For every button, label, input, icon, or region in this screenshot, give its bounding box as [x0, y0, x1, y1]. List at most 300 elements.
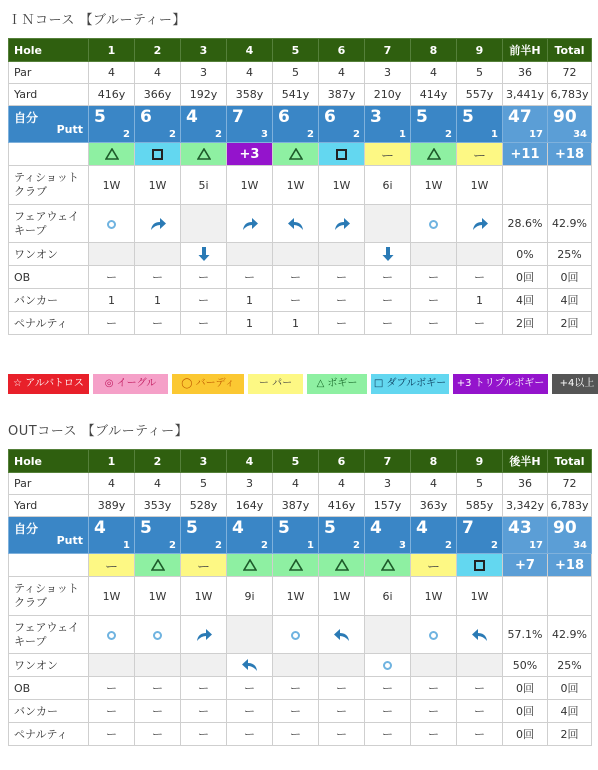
one-on-label: ワンオン: [9, 243, 89, 266]
stroke-count: 7: [462, 518, 474, 538]
score-cell: [273, 106, 319, 143]
out-course-title: OUTコース 【ブルーティー】: [8, 424, 189, 439]
ob-value: ー: [319, 677, 365, 700]
stroke-count: 6: [140, 107, 152, 127]
yard-value: 387y: [273, 495, 319, 517]
score-cell: [457, 106, 503, 143]
fairway-miss-right: [457, 205, 503, 243]
hole-number: 1: [89, 450, 135, 473]
one-on-miss-left: [227, 654, 273, 677]
penalty-value: ー: [89, 723, 135, 746]
yard-row: [9, 495, 592, 517]
putt-count: 2: [445, 540, 452, 551]
par-value: 4: [411, 62, 457, 84]
club-subtotal: [503, 166, 548, 205]
ob-value: ー: [457, 677, 503, 700]
bunker-value: ー: [411, 700, 457, 723]
result-label-cell: [9, 554, 89, 577]
one-on-na: [411, 654, 457, 677]
par-row: [9, 473, 592, 495]
bogey-result: [319, 554, 365, 577]
ob-value: ー: [411, 677, 457, 700]
yard-value: 164y: [227, 495, 273, 517]
legend-item: +3 トリプルボギー: [453, 374, 548, 394]
one-on-na: [135, 654, 181, 677]
legend-item: +4以上: [552, 374, 598, 394]
one-on-na: [227, 243, 273, 266]
stroke-count: 5: [94, 107, 106, 127]
legend-item: ☆ アルバトロス: [8, 374, 89, 394]
par-value: 5: [457, 62, 503, 84]
in-course-title: ＩＮコース 【ブルーティー】: [8, 13, 186, 28]
yard-value: 585y: [457, 495, 503, 517]
penalty-value: ー: [227, 723, 273, 746]
result-row: [9, 554, 592, 577]
bunker-value: ー: [411, 289, 457, 312]
par-value: 4: [273, 473, 319, 495]
par-subtotal: 36: [503, 62, 548, 84]
one-on-subtotal: 0%: [503, 243, 548, 266]
yard-total: 6,783y: [548, 495, 592, 517]
penalty-value: ー: [181, 723, 227, 746]
club-value: 1W: [411, 166, 457, 205]
penalty-value: ー: [135, 312, 181, 335]
penalty-subtotal: 2回: [503, 312, 548, 335]
penalty-value: ー: [457, 723, 503, 746]
putt-subtotal: 17: [529, 540, 543, 551]
double-bogey-result: [319, 143, 365, 166]
fairway-label: フェアウェイキープ: [9, 616, 89, 654]
ob-value: ー: [227, 677, 273, 700]
result-label-cell: [9, 143, 89, 166]
bunker-row: [9, 700, 592, 723]
score-cell: [365, 106, 411, 143]
hole-label: Hole: [9, 450, 89, 473]
hole-number: 9: [457, 39, 503, 62]
fairway-na: [227, 616, 273, 654]
par-value: 4: [89, 62, 135, 84]
subtotal-label: 前半H: [503, 39, 548, 62]
par-value: 5: [273, 62, 319, 84]
bunker-total: 4回: [548, 700, 592, 723]
putt-total: 34: [573, 129, 587, 140]
yard-value: 157y: [365, 495, 411, 517]
one-on-row: [9, 654, 592, 677]
stroke-count: 4: [232, 518, 244, 538]
one-on-na: [411, 243, 457, 266]
square-icon: [474, 560, 485, 571]
score-row: [9, 517, 592, 554]
penalty-label: ペナルティ: [9, 723, 89, 746]
par-value: 3: [181, 62, 227, 84]
putt-count: 1: [399, 129, 406, 140]
club-total: [548, 577, 592, 616]
bunker-value: 1: [89, 289, 135, 312]
fairway-hit: [89, 616, 135, 654]
hole-number: 4: [227, 450, 273, 473]
one-on-hit-icon: [383, 661, 392, 670]
fairway-hit: [411, 616, 457, 654]
score-cell: [411, 106, 457, 143]
penalty-row: [9, 312, 592, 335]
ob-total: 0回: [548, 266, 592, 289]
putt-count: 2: [261, 540, 268, 551]
ob-row: [9, 266, 592, 289]
bunker-subtotal: 4回: [503, 289, 548, 312]
stroke-count: 5: [186, 518, 198, 538]
club-value: 1W: [457, 577, 503, 616]
score-cell: [135, 106, 181, 143]
bunker-value: ー: [319, 700, 365, 723]
one-on-na: [135, 243, 181, 266]
hole-number: 3: [181, 39, 227, 62]
penalty-total: 2回: [548, 723, 592, 746]
par-label: Par: [9, 473, 89, 495]
score-total-cell: [548, 106, 592, 143]
bunker-value: ー: [227, 700, 273, 723]
stroke-count: 4: [416, 518, 428, 538]
penalty-value: 1: [273, 312, 319, 335]
score-cell: [135, 517, 181, 554]
stroke-count: 5: [324, 518, 336, 538]
putt-count: 2: [215, 129, 222, 140]
stroke-total: 90: [553, 518, 577, 538]
penalty-value: ー: [365, 312, 411, 335]
one-on-label: ワンオン: [9, 654, 89, 677]
putt-count: 2: [215, 540, 222, 551]
putt-count: 2: [491, 540, 498, 551]
hole-header-row: [9, 39, 592, 62]
penalty-total: 2回: [548, 312, 592, 335]
score-cell: [319, 517, 365, 554]
penalty-row: [9, 723, 592, 746]
club-value: 1W: [411, 577, 457, 616]
bunker-value: ー: [181, 289, 227, 312]
fairway-total: 42.9%: [548, 616, 592, 654]
yard-value: 414y: [411, 84, 457, 106]
par-value: 3: [365, 62, 411, 84]
putt-label: Putt: [56, 123, 83, 136]
score-cell: [319, 106, 365, 143]
hole-number: 6: [319, 39, 365, 62]
club-value: 1W: [227, 166, 273, 205]
stroke-subtotal: 43: [508, 518, 532, 538]
penalty-label: ペナルティ: [9, 312, 89, 335]
fairway-row: [9, 616, 592, 654]
stroke-count: 4: [94, 518, 106, 538]
stroke-count: 7: [232, 107, 244, 127]
bogey-result: [273, 143, 319, 166]
one-on-na: [273, 654, 319, 677]
bunker-value: ー: [273, 289, 319, 312]
club-label: ティショットクラブ: [9, 577, 89, 616]
club-value: 5i: [181, 166, 227, 205]
bogey-result: [135, 554, 181, 577]
bunker-value: 1: [227, 289, 273, 312]
triple-bogey-result: +3: [227, 143, 273, 166]
fairway-subtotal: 57.1%: [503, 616, 548, 654]
one-on-hit: [365, 654, 411, 677]
bogey-result: [411, 143, 457, 166]
fairway-hit: [135, 616, 181, 654]
result-subtotal: +7: [503, 554, 548, 577]
score-cell: [89, 517, 135, 554]
penalty-value: ー: [273, 723, 319, 746]
bunker-value: ー: [319, 289, 365, 312]
hole-number: 7: [365, 450, 411, 473]
club-total: [548, 166, 592, 205]
club-subtotal: [503, 577, 548, 616]
putt-count: 2: [445, 129, 452, 140]
putt-count: 2: [353, 129, 360, 140]
yard-value: 387y: [319, 84, 365, 106]
par-value: 4: [135, 473, 181, 495]
score-cell: [411, 517, 457, 554]
score-subtotal-cell: [503, 106, 548, 143]
score-cell: [227, 517, 273, 554]
stroke-total: 90: [553, 107, 577, 127]
bunker-value: ー: [273, 700, 319, 723]
legend-item: △ ボギー: [307, 374, 367, 394]
hole-number: 7: [365, 39, 411, 62]
ob-value: ー: [181, 266, 227, 289]
par-value: 4: [89, 473, 135, 495]
yard-value: 541y: [273, 84, 319, 106]
stroke-count: 6: [324, 107, 336, 127]
one-on-na: [457, 654, 503, 677]
stroke-count: 4: [370, 518, 382, 538]
score-cell: [457, 517, 503, 554]
bunker-value: ー: [365, 289, 411, 312]
bunker-total: 4回: [548, 289, 592, 312]
ob-value: ー: [135, 266, 181, 289]
penalty-value: ー: [319, 723, 365, 746]
yard-value: 366y: [135, 84, 181, 106]
fairway-subtotal: 28.6%: [503, 205, 548, 243]
penalty-subtotal: 0回: [503, 723, 548, 746]
one-on-na: [273, 243, 319, 266]
bunker-subtotal: 0回: [503, 700, 548, 723]
putt-count: 2: [307, 129, 314, 140]
ob-value: ー: [181, 677, 227, 700]
player-label: 自分: [14, 522, 39, 536]
stroke-count: 5: [278, 518, 290, 538]
bogey-result: [181, 143, 227, 166]
ob-value: ー: [89, 677, 135, 700]
yard-value: 353y: [135, 495, 181, 517]
par-value: 5: [457, 473, 503, 495]
hole-header-row: [9, 450, 592, 473]
total-label: Total: [548, 450, 592, 473]
hole-number: 5: [273, 450, 319, 473]
club-row: [9, 166, 592, 205]
yard-value: 192y: [181, 84, 227, 106]
putt-subtotal: 17: [529, 129, 543, 140]
total-label: Total: [548, 39, 592, 62]
par-result: ー: [457, 143, 503, 166]
fairway-row: [9, 205, 592, 243]
penalty-value: ー: [457, 312, 503, 335]
result-row: [9, 143, 592, 166]
double-bogey-result: [457, 554, 503, 577]
bunker-value: 1: [135, 289, 181, 312]
hole-number: 6: [319, 450, 365, 473]
bunker-label: バンカー: [9, 289, 89, 312]
bunker-value: 1: [457, 289, 503, 312]
club-row: [9, 577, 592, 616]
fairway-hit-icon: [107, 220, 116, 229]
par-value: 3: [227, 473, 273, 495]
in-course-scorecard: [8, 38, 592, 335]
score-cell: [365, 517, 411, 554]
fairway-total: 42.9%: [548, 205, 592, 243]
putt-label: Putt: [56, 534, 83, 547]
result-subtotal: +11: [503, 143, 548, 166]
yard-value: 363y: [411, 495, 457, 517]
bogey-result: [89, 143, 135, 166]
bunker-value: ー: [457, 700, 503, 723]
penalty-value: ー: [411, 723, 457, 746]
score-label-cell: [9, 517, 89, 554]
stroke-count: 5: [140, 518, 152, 538]
hole-number: 4: [227, 39, 273, 62]
par-total: 72: [548, 473, 592, 495]
putt-count: 2: [353, 540, 360, 551]
fairway-miss-right: [181, 616, 227, 654]
square-icon: [336, 149, 347, 160]
putt-count: 2: [169, 129, 176, 140]
hole-number: 3: [181, 450, 227, 473]
ob-value: ー: [227, 266, 273, 289]
yard-value: 416y: [89, 84, 135, 106]
score-cell: [227, 106, 273, 143]
stroke-count: 4: [186, 107, 198, 127]
par-value: 4: [227, 62, 273, 84]
bunker-row: [9, 289, 592, 312]
club-value: 1W: [319, 577, 365, 616]
par-value: 4: [319, 473, 365, 495]
fairway-hit-icon: [107, 631, 116, 640]
one-on-short: [365, 243, 411, 266]
bunker-value: ー: [135, 700, 181, 723]
legend-item: ◎ イーグル: [93, 374, 168, 394]
club-value: 6i: [365, 166, 411, 205]
penalty-value: ー: [135, 723, 181, 746]
score-cell: [89, 106, 135, 143]
score-label-cell: [9, 106, 89, 143]
fairway-hit: [89, 205, 135, 243]
fairway-na: [365, 616, 411, 654]
par-result: ー: [89, 554, 135, 577]
stroke-count: 6: [278, 107, 290, 127]
club-value: 6i: [365, 577, 411, 616]
par-total: 72: [548, 62, 592, 84]
par-value: 5: [181, 473, 227, 495]
one-on-na: [89, 243, 135, 266]
par-result: ー: [411, 554, 457, 577]
hole-number: 5: [273, 39, 319, 62]
one-on-total: 25%: [548, 654, 592, 677]
bogey-result: [273, 554, 319, 577]
score-subtotal-cell: [503, 517, 548, 554]
result-total: +18: [548, 143, 592, 166]
ob-label: OB: [9, 266, 89, 289]
fairway-label: フェアウェイキープ: [9, 205, 89, 243]
penalty-value: ー: [319, 312, 365, 335]
penalty-value: ー: [89, 312, 135, 335]
player-label: 自分: [14, 111, 39, 125]
par-row: [9, 62, 592, 84]
fairway-miss-left: [457, 616, 503, 654]
hole-number: 2: [135, 450, 181, 473]
one-on-na: [319, 243, 365, 266]
one-on-na: [181, 654, 227, 677]
yard-subtotal: 3,441y: [503, 84, 548, 106]
club-label: ティショットクラブ: [9, 166, 89, 205]
ob-value: ー: [457, 266, 503, 289]
subtotal-label: 後半H: [503, 450, 548, 473]
stroke-subtotal: 47: [508, 107, 532, 127]
fairway-miss-left: [319, 616, 365, 654]
club-value: 1W: [273, 577, 319, 616]
ob-value: ー: [273, 677, 319, 700]
putt-total: 34: [573, 540, 587, 551]
one-on-na: [319, 654, 365, 677]
fairway-hit-icon: [291, 631, 300, 640]
fairway-miss-right: [227, 205, 273, 243]
bogey-result: [227, 554, 273, 577]
par-value: 4: [135, 62, 181, 84]
legend-item: ◯ バーディ: [172, 374, 244, 394]
one-on-subtotal: 50%: [503, 654, 548, 677]
ob-row: [9, 677, 592, 700]
bunker-value: ー: [365, 700, 411, 723]
par-value: 3: [365, 473, 411, 495]
club-value: 1W: [135, 577, 181, 616]
par-label: Par: [9, 62, 89, 84]
club-value: 1W: [135, 166, 181, 205]
yard-value: 358y: [227, 84, 273, 106]
score-cell: [181, 517, 227, 554]
fairway-na: [181, 205, 227, 243]
yard-subtotal: 3,342y: [503, 495, 548, 517]
stroke-count: 5: [416, 107, 428, 127]
ob-subtotal: 0回: [503, 266, 548, 289]
ob-total: 0回: [548, 677, 592, 700]
ob-label: OB: [9, 677, 89, 700]
fairway-miss-left: [273, 205, 319, 243]
one-on-total: 25%: [548, 243, 592, 266]
yard-value: 389y: [89, 495, 135, 517]
hole-number: 8: [411, 39, 457, 62]
putt-count: 1: [123, 540, 130, 551]
legend-item: □ ダブルボギー: [371, 374, 449, 394]
putt-count: 1: [307, 540, 314, 551]
score-total-cell: [548, 517, 592, 554]
yard-value: 416y: [319, 495, 365, 517]
bunker-value: ー: [181, 700, 227, 723]
fairway-hit: [273, 616, 319, 654]
result-legend: [8, 374, 595, 394]
club-value: 1W: [273, 166, 319, 205]
hole-number: 1: [89, 39, 135, 62]
par-result: ー: [181, 554, 227, 577]
stroke-count: 3: [370, 107, 382, 127]
putt-count: 3: [261, 129, 268, 140]
fairway-miss-right: [319, 205, 365, 243]
putt-count: 1: [491, 129, 498, 140]
putt-count: 3: [399, 540, 406, 551]
